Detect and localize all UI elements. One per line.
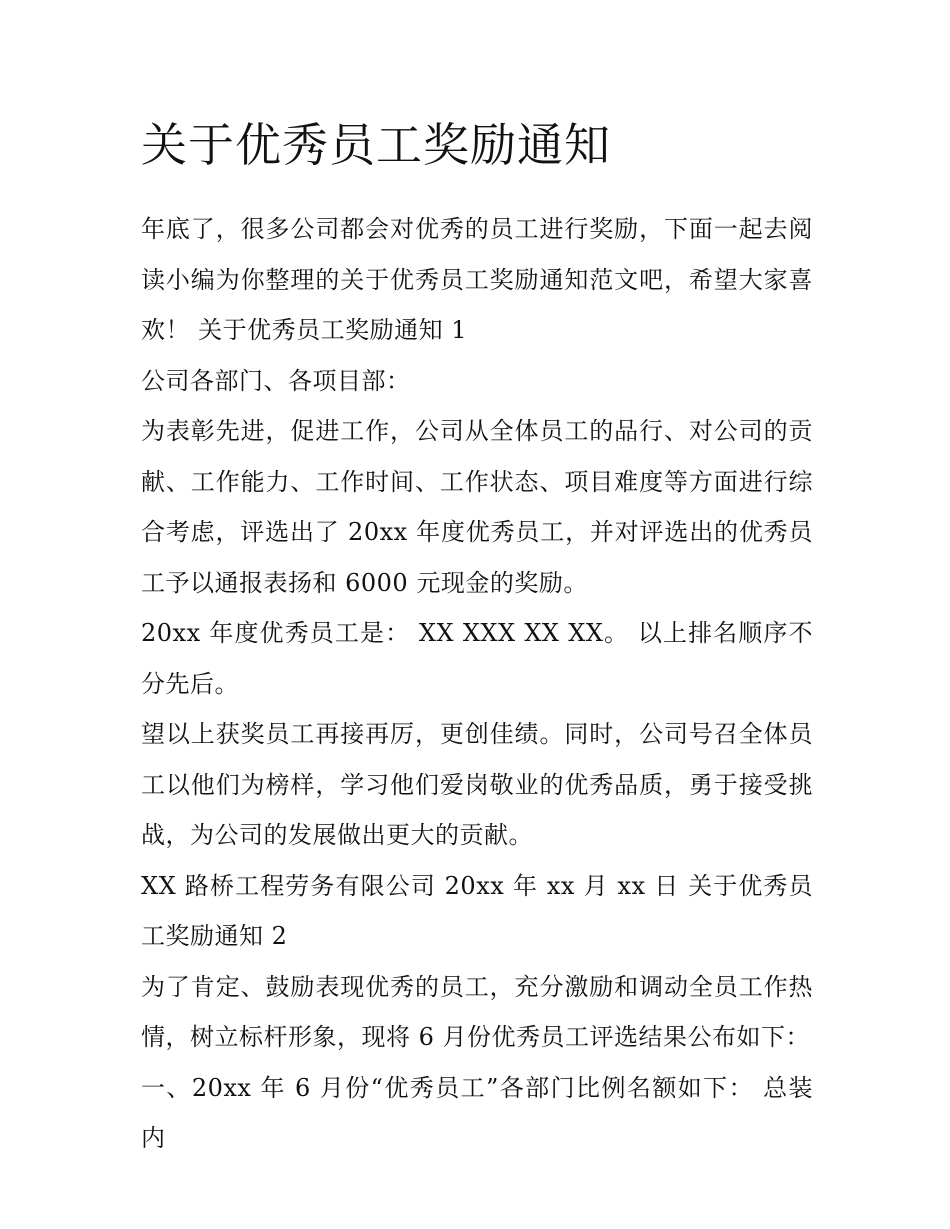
signature-paragraph: XX 路桥工程劳务有限公司 20xx 年 xx 月 xx 日 关于优秀员工奖励通知 2 [141, 871, 813, 950]
quota-paragraph: 一、20xx 年 6 月份“优秀员工”各部门比例名额如下： 总装内 [141, 1073, 813, 1152]
salutation-paragraph: 公司各部门、各项目部： [141, 366, 411, 395]
commendation-paragraph: 为表彰先进，促进工作，公司从全体员工的品行、对公司的贡献、工作能力、工作时间、工作状态、项目难度等方面进行综合考虑，评选出了 20xx 年度优秀员工，并对评选出的优秀员工予以通报表扬和 6000 元现金的奖励。 [141, 417, 813, 597]
awardees-paragraph: 20xx 年度优秀员工是： XX XXX XX XX。 以上排名顺序不分先后。 [141, 619, 813, 698]
document-page [141, 112, 813, 1164]
encouragement-paragraph: 望以上获奖员工再接再厉，更创佳绩。同时，公司号召全体员工以他们为榜样，学习他们爱岗敬业的优秀品质，勇于接受挑战，为公司的发展做出更大的贡献。 [141, 720, 813, 849]
document-title: 关于优秀员工奖励通知 [141, 118, 611, 172]
document-body [141, 204, 813, 1164]
intro-paragraph: 年底了，很多公司都会对优秀的员工进行奖励，下面一起去阅读小编为你整理的关于优秀员工奖励通知范文吧，希望大家喜欢！ 关于优秀员工奖励通知 1 [141, 215, 813, 344]
notice-two-intro-paragraph: 为了肯定、鼓励表现优秀的员工，充分激励和调动全员工作热情，树立标杆形象，现将 6 月份优秀员工评选结果公布如下： [141, 972, 813, 1051]
